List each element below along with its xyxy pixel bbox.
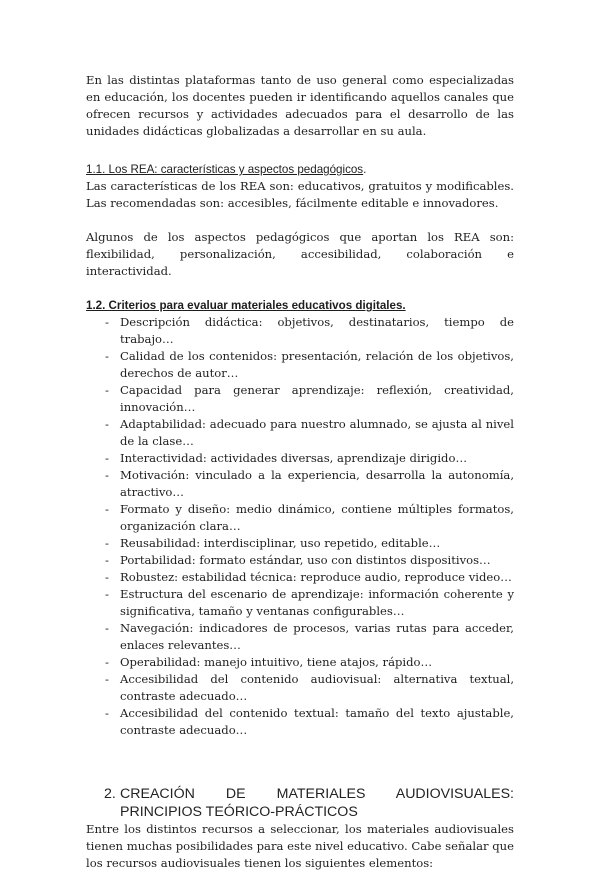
criteria-item-text: Accesibilidad del contenido textual: tamaño del texto ajustable, contraste adecuado…	[120, 706, 514, 737]
criteria-list-item	[86, 501, 514, 535]
rea-characteristics-paragraph: Las características de los REA son: educativos, gratuitos y modificables. Las recomendadas son: accesibles, fácilmente editable e innovadores.	[86, 179, 514, 210]
criteria-list-item	[86, 705, 514, 739]
bullet-dash: -	[105, 672, 109, 686]
criteria-item-text: Motivación: vinculado a la experiencia, desarrolla la autonomía, atractivo…	[120, 468, 514, 499]
criteria-item-text: Navegación: indicadores de procesos, varias rutas para acceder, enlaces relevantes…	[120, 621, 514, 652]
bullet-dash: -	[105, 315, 109, 329]
criteria-list-item	[86, 552, 514, 569]
rea-pedagogical-paragraph: Algunos de los aspectos pedagógicos que aportan los REA son: flexibilidad, personalización, accesibilidad, colaboración e interactividad.	[86, 230, 514, 278]
criteria-item-text: Descripción didáctica: objetivos, destinatarios, tiempo de trabajo…	[120, 315, 514, 346]
criteria-list-item	[86, 569, 514, 586]
criteria-list	[86, 314, 514, 739]
criteria-list-item	[86, 671, 514, 705]
criteria-item-text: Interactividad: actividades diversas, aprendizaje dirigido…	[120, 451, 468, 465]
criteria-list-item	[86, 535, 514, 552]
section-2-number: 2.	[104, 786, 116, 802]
bullet-dash: -	[105, 570, 109, 584]
bullet-dash: -	[105, 536, 109, 550]
bullet-dash: -	[105, 502, 109, 516]
bullet-dash: -	[105, 621, 109, 635]
criteria-item-text: Estructura del escenario de aprendizaje: información coherente y significativa, tamaño y ventanas configurables…	[120, 587, 514, 618]
bullet-dash: -	[105, 349, 109, 363]
criteria-list-item	[86, 382, 514, 416]
criteria-item-text: Formato y diseño: medio dinámico, contiene múltiples formatos, organización clara…	[120, 502, 514, 533]
bullet-dash: -	[105, 587, 109, 601]
section-1-1-heading-text: 1.1. Los REA: características y aspectos pedagógicos	[86, 163, 364, 176]
bullet-dash: -	[105, 655, 109, 669]
criteria-item-text: Accesibilidad del contenido audiovisual: alternativa textual, contraste adecuado…	[120, 672, 514, 703]
criteria-list-item	[86, 586, 514, 620]
criteria-list-item	[86, 348, 514, 382]
criteria-item-text: Calidad de los contenidos: presentación, relación de los objetivos, derechos de autor…	[120, 349, 514, 380]
criteria-item-text: Capacidad para generar aprendizaje: reflexión, creatividad, innovación…	[120, 383, 514, 414]
section-2-heading	[86, 785, 514, 821]
section-1-1-heading-suffix: .	[363, 163, 367, 176]
section-2-paragraph: Entre los distintos recursos a seleccionar, los materiales audiovisuales tienen muchas posibilidades para este nivel educativo. Cabe señalar que los recursos audiovisuales tienen los siguientes elementos:	[86, 822, 514, 870]
section-1-2-heading: 1.2. Criterios para evaluar materiales educativos digitales.	[86, 299, 406, 312]
criteria-item-text: Robustez: estabilidad técnica: reproduce audio, reproduce video…	[120, 570, 512, 584]
criteria-list-item	[86, 416, 514, 450]
criteria-list-item	[86, 467, 514, 501]
intro-paragraph: En las distintas plataformas tanto de uso general como especializadas en educación, los docentes pueden ir identificando aquellos canales que ofrecen recursos y actividades adecuados para el desarrollo de las unidades didácticas globalizadas a desarrollar en su aula.	[86, 73, 514, 138]
criteria-item-text: Adaptabilidad: adecuado para nuestro alumnado, se ajusta al nivel de la clase…	[120, 417, 514, 448]
criteria-list-item	[86, 314, 514, 348]
bullet-dash: -	[105, 706, 109, 720]
bullet-dash: -	[105, 553, 109, 567]
bullet-dash: -	[105, 451, 109, 465]
criteria-item-text: Operabilidad: manejo intuitivo, tiene atajos, rápido…	[120, 655, 433, 669]
document-page	[86, 72, 514, 872]
bullet-dash: -	[105, 468, 109, 482]
section-2-title-line2: PRINCIPIOS TEÓRICO-PRÁCTICOS	[120, 804, 358, 820]
criteria-item-text: Portabilidad: formato estándar, uso con distintos dispositivos…	[120, 553, 491, 567]
bullet-dash: -	[105, 383, 109, 397]
criteria-list-item	[86, 654, 514, 671]
section-2-title-line1: CREACIÓN DE MATERIALES AUDIOVISUALES:	[120, 786, 514, 802]
criteria-list-item	[86, 450, 514, 467]
criteria-item-text: Reusabilidad: interdisciplinar, uso repetido, editable…	[120, 536, 441, 550]
criteria-list-item	[86, 620, 514, 654]
section-1-1-heading	[86, 161, 514, 178]
bullet-dash: -	[105, 417, 109, 431]
